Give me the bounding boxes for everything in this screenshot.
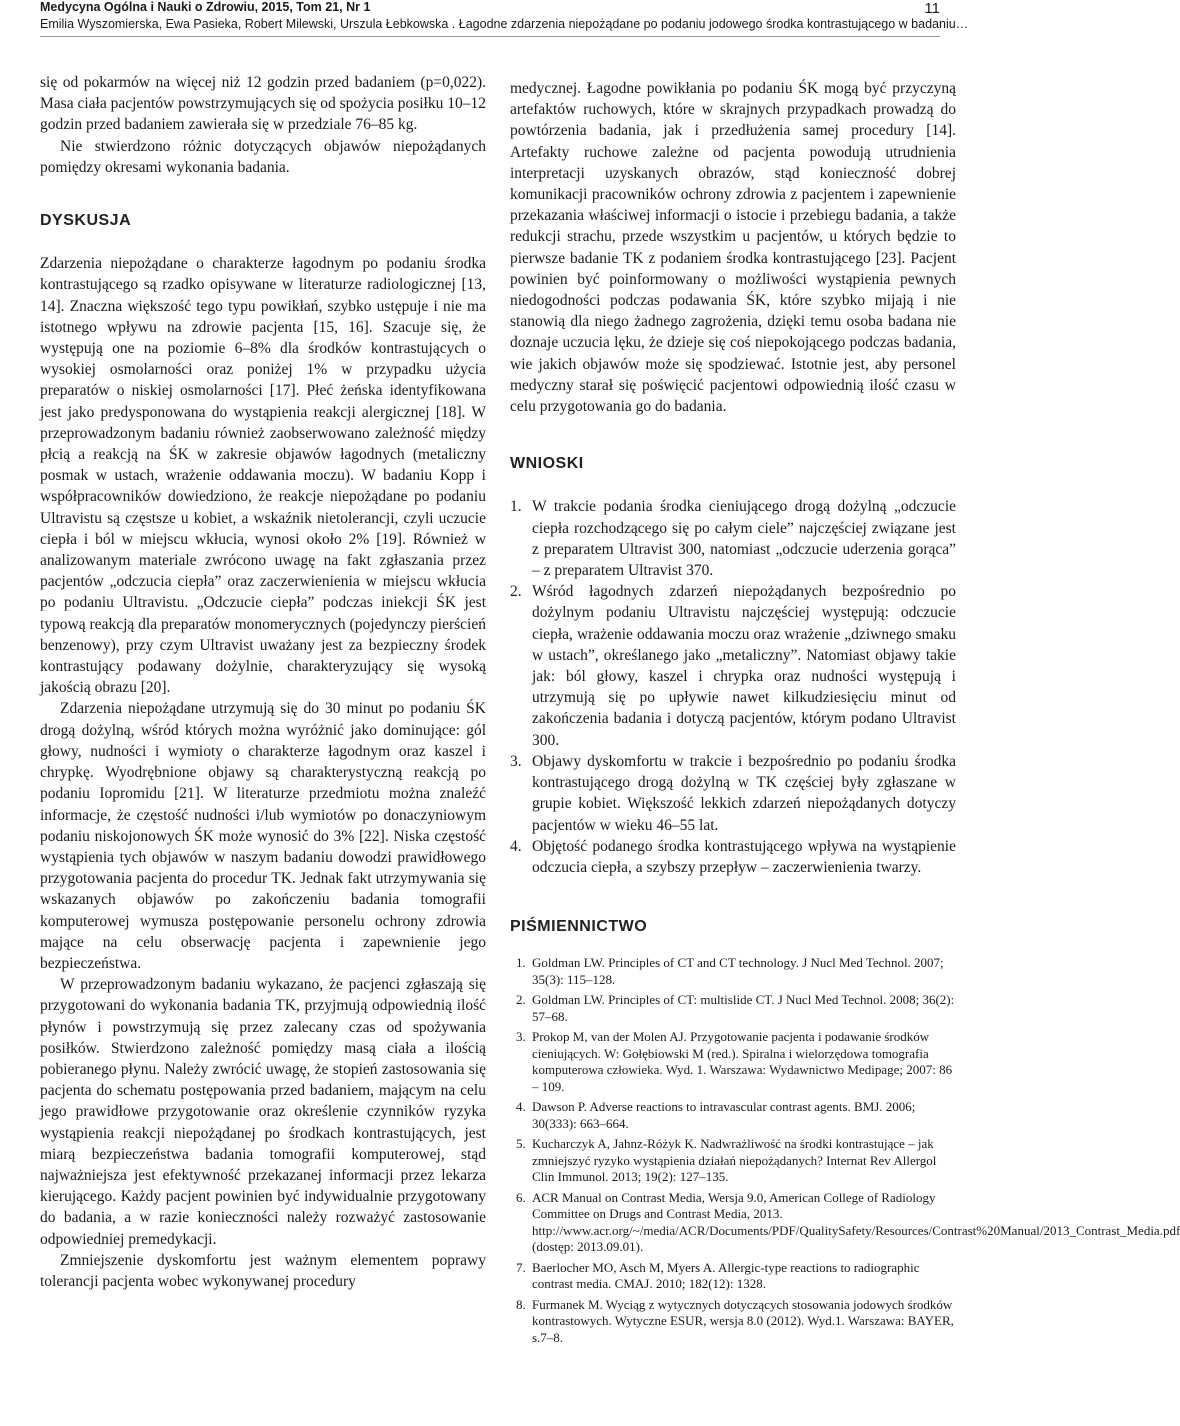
list-number: 4. (510, 837, 522, 855)
reference-number: 7. (516, 1259, 526, 1275)
list-number: 2. (510, 583, 522, 601)
reference-item (510, 955, 956, 988)
reference-text: Furmanek M. Wyciąg z wytycznych dotyczących stosowania jodowych środków kontrastowych. Wytyczne ESUR, wersja 8.0 (2012). Wyd.1. Warszawa: BAYER, s.7–8. (532, 1296, 954, 1345)
paragraph: W przeprowadzonym badaniu wykazano, że pacjenci zgłaszają się przygotowani do wykonania badania TK, przyjmują odpowiednią ilość płynów i powstrzymują się przez zalecany czas od spożywania posiłków. Stwierdzono zależność pomiędzy masą ciała a ilością pobieranego płynu. Należy zwrócić uwagę, że stopień zastosowania się pacjenta do schematu postępowania przed badaniem, mającym na celu jego prawidłowe przygotowanie oraz określenie czynników ryzyka wystąpienia reakcji niepożądanej po środkach kontrastujących, jest miarą bezpieczeństwa badania tomografii komputerowej, stąd najważniejsza jest efektywność przekazanej informacji przez lekarza kierującego. Każdy pacjent powinien być indywidualnie przygotowany do badania, a w razie konieczności należy rozważyć zastosowanie odpowiedniej premedykacji. (40, 976, 486, 1248)
running-header (40, 0, 969, 44)
reference-number: 3. (516, 1029, 526, 1045)
reference-number: 2. (516, 992, 526, 1008)
list-text: Wśród łagodnych zdarzeń niepożądanych bezpośrednio po dożylnym podaniu Ultravistu najczęściej występują: odczucie ciepła, wrażenie oddawania moczu oraz wrażenie „dziwnego smaku w ustach”, określanego jako „metaliczny”. Natomiast objawy takie jak: ból głowy, kaszel i chrypka oraz nudności występują i utrzymują się po upływie nawet kilkudziesięciu minut od zakończenia badania i dotyczą pacjentów, którym podano Ultravist 300. (532, 583, 956, 749)
list-number: 1. (510, 498, 522, 516)
list-item (510, 496, 956, 581)
reference-item (510, 1189, 1180, 1256)
journal-title: Medycyna Ogólna i Nauki o Zdrowiu, 2015, Tom 21, Nr 1 (40, 0, 371, 14)
reference-number: 8. (516, 1296, 526, 1312)
list-text: Objawy dyskomfortu w trakcie i bezpośrednio po podaniu środka kontrastującego drogą dożylną w TK częściej były zgłaszane w grupie kobiet. Większość lekkich zdarzeń niepożądanych dotyczy pacjentów w wieku 46–55 lat. (532, 752, 956, 834)
reference-item (510, 1297, 956, 1347)
references-list (510, 955, 1180, 1346)
reference-item (510, 1029, 956, 1095)
list-text: Objętość podanego środka kontrastującego wpływa na wystąpienie odczucia ciepła, a szybszy przepływ – zaczerwienienia twarzy. (532, 837, 956, 876)
list-item (510, 751, 956, 836)
section-heading-discussion: DYSKUSJA (40, 212, 132, 230)
reference-item (510, 1099, 956, 1132)
paragraph: medycznej. Łagodne powikłania po podaniu ŚK mogą być przyczyną artefaktów ruchowych, które w skrajnych przypadkach prowadzą do powtórzenia badania, jak i przedłużenia samej procedury [14]. Artefakty ruchowe zależne od pacjenta powodują utrudnienia interpretacji uzyskanych obrazów, stąd konieczność dobrej komunikacji pracowników ochrony zdrowia z pacjentem i zapewnienie przekazania właściwej informacji o istocie i przebiegu badania, a także redukcji strachu, przede wszystkim u pacjentów, u których będzie to pierwsze badanie TK z podaniem środka kontrastującego [23]. Pacjent powinien być poinformowany o możliwości wystąpienia pewnych niedogodności podczas podawania ŚK, które szybko mijają i nie stanowią dla niego żadnego zagrożenia, dzięki temu osoba badana nie doznaje uczucia lęku, że dzieje się coś niepokojącego podczas badania, wie jakich objawów może się spodziewać. Istotnie jest, aby personel medyczny starał się poświęcić pacjentowi odpowiednią ilość czasu w celu przygotowania go do badania. (510, 80, 956, 416)
section-heading-conclusions: WNIOSKI (510, 455, 584, 473)
reference-number: 4. (516, 1099, 526, 1115)
paragraph: się od pokarmów na więcej niż 12 godzin przed badaniem (p=0,022). Masa ciała pacjentów powstrzymujących się od spożycia posiłku 10–12 godzin przed badaniem zawierała się w przedziale 76–85 kg. (40, 74, 486, 134)
list-item (510, 836, 956, 878)
reference-number: 1. (516, 955, 526, 971)
reference-text: Goldman LW. Principles of CT and CT technology. J Nucl Med Technol. 2007; 35(3): 115–128. (532, 955, 944, 987)
section-heading-references: PIŚMIENNICTWO (510, 918, 648, 936)
reference-text: Goldman LW. Principles of CT: multislide CT. J Nucl Med Technol. 2008; 36(2): 57–68. (532, 992, 955, 1024)
left-column (40, 72, 486, 1292)
reference-text: ACR Manual on Contrast Media, Wersja 9.0, American College of Radiology Committee on Drugs and Contrast Media, 2013. http://www.acr.org/~/media/ACR/Documents/PDF/QualitySafety/Resources/Contrast%20Manual/2013_Contrast_Media.pdf (dostęp: 2013.09.01). (532, 1189, 1180, 1255)
reference-item (510, 1136, 956, 1186)
reference-text: Baerlocher MO, Asch M, Myers A. Allergic-type reactions to radiographic contrast media. CMAJ. 2010; 182(12): 1328. (532, 1259, 920, 1292)
reference-text: Dawson P. Adverse reactions to intravascular contrast agents. BMJ. 2006; 30(333): 663–664. (532, 1099, 916, 1131)
paragraph: Zdarzenia niepożądane o charakterze łagodnym po podaniu środka kontrastującego są rzadko opisywane w literaturze radiologicznej [13, 14]. Znaczna większość tego typu powikłań, szybko ustępuje i nie ma istotnego wpływu na zdrowie pacjenta [15, 16]. Szacuje się, że występują one na poziomie 6–8% dla środków kontrastujących o wysokiej osmolarności oraz poniżej 1% w przypadku użycia preparatów o niskiej osmolarności [17]. Płeć żeńska identyfikowana jest jako predysponowana do wystąpienia reakcji alergicznej [18]. W przeprowadzonym badaniu również zaobserwowano zależność między płcią a reakcją na ŚK w zakresie objawów łagodnych (metaliczny posmak w ustach, wrażenie oddawania moczu). W badaniu Kopp i współpracowników dowiedziono, że reakcje niepożądane po podaniu Ultravistu są częstsze u kobiet, a wskaźnik nietolerancji, czyli uczucie ciepła i ból w miejscu wkłucia, wynosi około 2% [19]. Również w analizowanym materiale zwrócono uwagę na fakt zgłaszania przez pacjentów „odczucia ciepła” oraz zaczerwienienia w miejscu wkłucia po podaniu Ultravistu. „Odczucie ciepła” podczas iniekcji ŚK jest typową reakcją dla preparatów monomerycznych (pojedynczy pierścień benzenowy), przy czym Ultravist uważany jest za bezpieczny środek kontrastujący podawany dożylnie, charakteryzujący się wysoką jakością obrazu [20]. (40, 255, 486, 697)
reference-number: 6. (516, 1189, 526, 1205)
list-text: W trakcie podania środka cieniującego drogą dożylną „odczucie ciepła rozchodzącego się po całym ciele” najczęściej związane jest z preparatem Ultravist 300, natomiast „odczucie uderzenia gorąca” – z preparatem Ultravist 370. (532, 498, 956, 580)
reference-text: Kucharczyk A, Jahnz-Różyk K. Nadwrażliwość na środki kontrastujące – jak zmniejszyć ryzyko wystąpienia działań niepożądanych? Internat Rev Allergol Clin Immunol. 2013; 19(2): 127–135. (532, 1136, 937, 1185)
paragraph: Nie stwierdzono różnic dotyczących objawów niepożądanych pomiędzy okresami wykonania badania. (40, 137, 486, 176)
right-column (510, 78, 1180, 1350)
running-title: Emilia Wyszomierska, Ewa Pasieka, Robert Milewski, Urszula Łebkowska . Łagodne zdarzenia niepożądane po podaniu jodowego środka kontrastującego w badaniu… (40, 17, 969, 31)
conclusions-list (510, 496, 956, 878)
reference-text: Prokop M, van der Molen AJ. Przygotowanie pacjenta i podawanie środków cieniujących. W: Gołębiowski M (red.). Spiralna i wielorzędowa tomografia komputerowa człowieka. Wyd. 1. Warszawa: Wydawnictwo Medipage; 2007: 86 – 109. (532, 1029, 953, 1094)
reference-item (510, 1260, 956, 1293)
paragraph: Zmniejszenie dyskomfortu jest ważnym elementem poprawy tolerancji pacjenta wobec wykonywanej procedury (40, 1251, 486, 1290)
header-divider (40, 36, 940, 37)
reference-number: 5. (516, 1136, 526, 1152)
list-number: 3. (510, 752, 522, 770)
page-number: 11 (924, 0, 940, 17)
reference-item (510, 992, 956, 1025)
list-item (510, 581, 956, 751)
paragraph: Zdarzenia niepożądane utrzymują się do 30 minut po podaniu ŚK drogą dożylną, wśród których można wyróżnić jako dominujące: gól głowy, nudności i wymioty o charakterze łagodnym oraz kaszel i chrypkę. Wyodrębnione objawy są charakterystyczną reakcją po podaniu Iopromidu [21]. W literaturze przedmiotu można znaleźć informacje, że częstość nudności i/lub wymiotów po donaczyniowym podaniu niskojonowych ŚK może wynosić do 3% [22]. Niska częstość wystąpienia tych objawów w naszym badaniu dowodzi prawidłowego przygotowania pacjenta do procedur TK. Jednak fakt utrzymywania się wskazanych objawów po zakończeniu badania tomografii komputerowej wymusza postępowanie personelu ochrony zdrowia mające na celu obserwację pacjenta i zapewnienie jego bezpieczeństwa. (40, 700, 486, 972)
